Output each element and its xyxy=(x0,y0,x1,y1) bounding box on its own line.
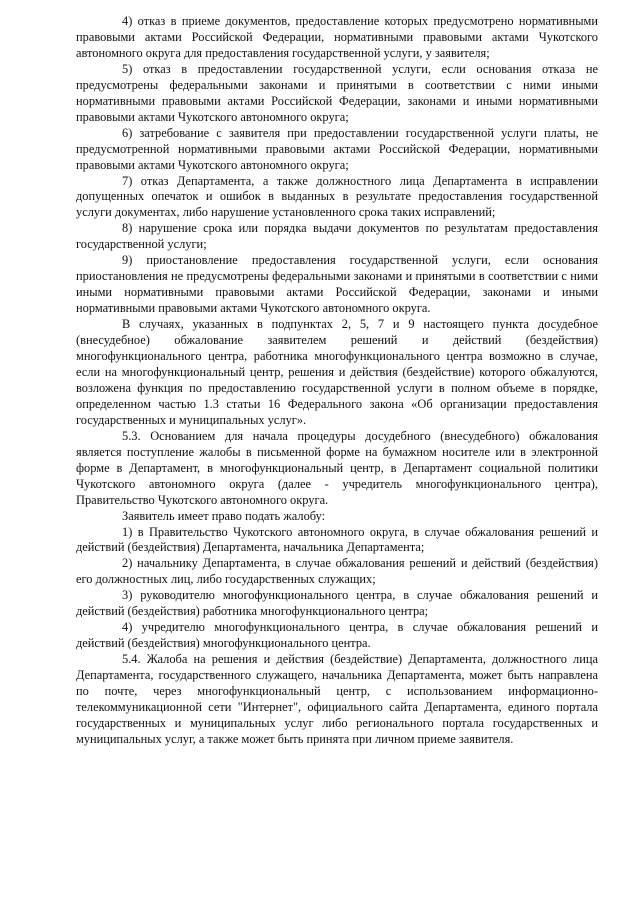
paragraph-5-3-grounds: 5.3. Основанием для начала процедуры досудебного (внесудебного) обжалования является поступление жалобы в письменной форме на бумажном носителе или в электронной форме в Департамент, в многофункциональный центр, в Департамент социальной политики Чукотского автономного округа (далее - учредитель многофункционального центра), Правительство Чукотского автономного округа. xyxy=(76,428,598,507)
paragraph-list-3-mfc-head: 3) руководителю многофункционального центра, в случае обжалования решений и действий (бездействия) работника многофункционального центра; xyxy=(76,588,598,619)
paragraph-item-8-deadline-violation: 8) нарушение срока или порядка выдачи документов по результатам предоставления государственной услуги; xyxy=(76,221,598,252)
paragraph-item-6-fee-demand: 6) затребование с заявителя при предоставлении государственной услуги платы, не предусмотренной нормативными правовыми актами Российской Федерации, нормативными правовыми актами Чукотского автономного округа; xyxy=(76,125,598,172)
paragraph-5-4-complaint-channels: 5.4. Жалоба на решения и действия (бездействие) Департамента, должностного лица Департамента, государственного служащего, начальника Департамента, может быть направлена по почте, через многофункциональный центр, с использованием информационно-телекоммуникационной сети "Интернет", официального сайта Департамента, единого портала государственных и муниципальных услуг либо регионального портала государственных и муниципальных услуг, а также может быть принята при личном приеме заявителя. xyxy=(76,652,598,746)
document-body xyxy=(76,14,598,748)
paragraph-item-9-suspension: 9) приостановление предоставления государственной услуги, если основания приостановления не предусмотрены федеральными законами и принятыми в соответствии с ними иными нормативными правовыми актами Российской Федерации, законами и иными нормативными правовыми актами Чукотского автономного округа. xyxy=(76,253,598,316)
paragraph-list-2-head: 2) начальнику Департамента, в случае обжалования решений и действий (бездействия) его должностных лиц, либо государственных служащих; xyxy=(76,556,598,587)
paragraph-mfc-appeal-cases: В случаях, указанных в подпунктах 2, 5, 7 и 9 настоящего пункта досудебное (внесудебное) обжалование заявителем решений и действий (бездействия) многофункционального центра, работника многофункционального центра возможно в случае, если на многофункциональный центр, решения и действия (бездействие) которого обжалуются, возложена функция по предоставлению государственной услуги в полном объеме в порядке, определенном частью 1.3 статьи 16 Федерального закона «Об организации предоставления государственных и муниципальных услуг». xyxy=(76,317,598,427)
paragraph-applicant-right: Заявитель имеет право подать жалобу: xyxy=(122,508,326,523)
paragraph-item-5-refusal-service: 5) отказ в предоставлении государственной услуги, если основания отказа не предусмотрены федеральными законами и принятыми в соответствии с ними иными нормативными правовыми актами Российской Федерации, законами и иными нормативными правовыми актами Чукотского автономного округа; xyxy=(76,61,598,124)
paragraph-item-7-typo-refusal: 7) отказ Департамента, а также должностного лица Департамента в исправлении допущенных опечаток и ошибок в выданных в результате предоставления государственной услуги документах, либо нарушение установленного срока таких исправлений; xyxy=(76,173,598,220)
paragraph-item-4-refusal-documents: 4) отказ в приеме документов, предоставление которых предусмотрено нормативными правовыми актами Российской Федерации, нормативными правовыми актами Чукотского автономного округа для предоставления государственной услуги, у заявителя; xyxy=(76,14,598,60)
paragraph-list-1-government: 1) в Правительство Чукотского автономного округа, в случае обжалования решений и действий (бездействия) Департамента, начальника Департамента; xyxy=(76,524,598,555)
paragraph-list-4-founder: 4) учредителю многофункционального центра, в случае обжалования решений и действий (бездействия) многофункционального центра. xyxy=(76,620,598,651)
